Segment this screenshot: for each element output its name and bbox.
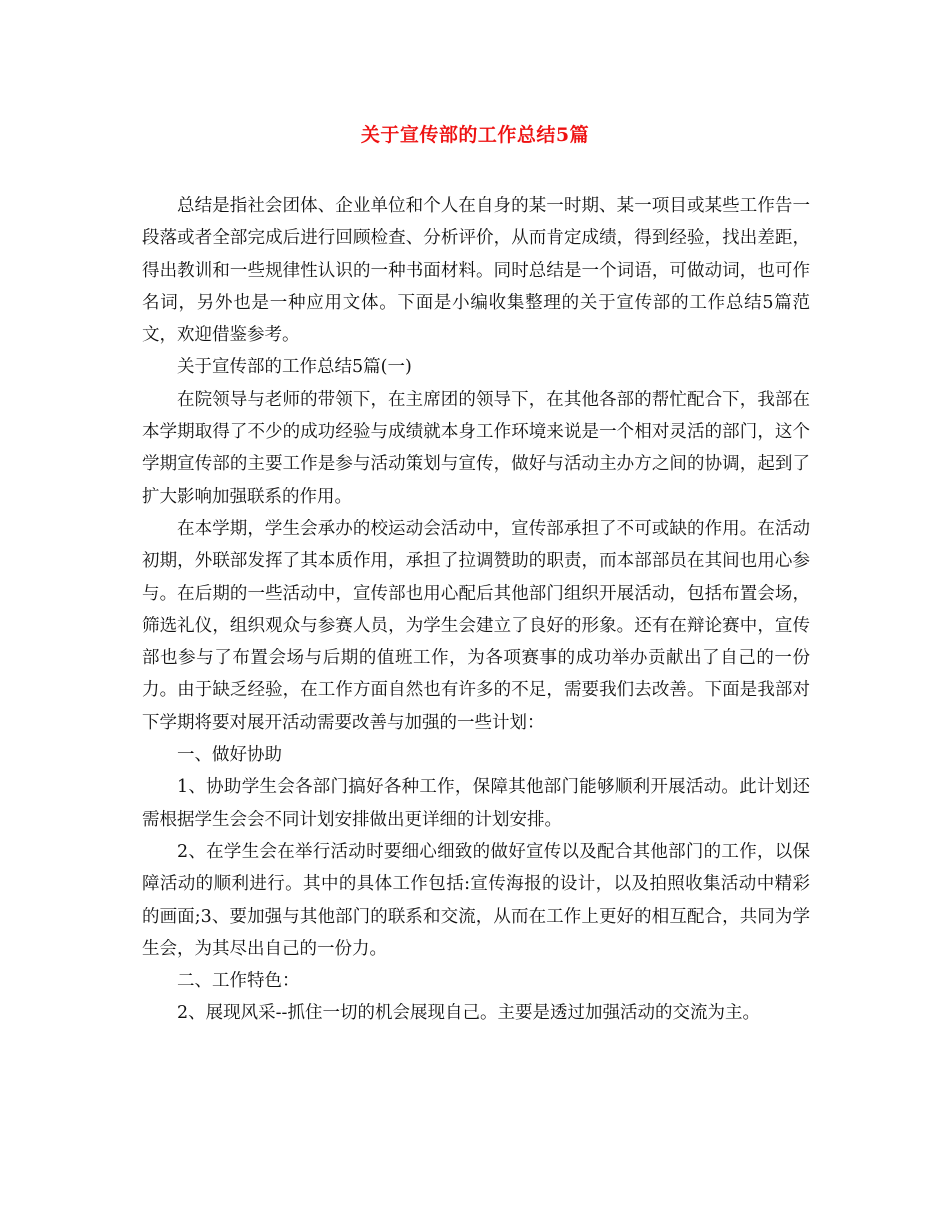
- document-title: 关于宣传部的工作总结5篇: [360, 124, 590, 146]
- list-item: 2、展现风采--抓住一切的机会展现自己。主要是透过加强活动的交流为主。: [177, 1003, 760, 1024]
- section-heading-part-one: 关于宣传部的工作总结5篇(一): [177, 357, 412, 378]
- document-body: [142, 190, 810, 1030]
- section-heading-assist: 一、做好协助: [177, 745, 282, 766]
- body-paragraph: 在本学期，学生会承办的校运动会活动中，宣传部承担了不可或缺的作用。在活动初期，外联部发挥了其本质作用，承担了拉调赞助的职责，而本部部员在其间也用心参与。在后期的一些活动中，宣传部也用心配后其他部门组织开展活动，包括布置会场，筛选礼仪，组织观众与参赛人员，为学生会建立了良好的形象。还有在辩论赛中，宣传部也参与了布置会场与后期的值班工作，为各项赛事的成功举办贡献出了自己的一份力。由于缺乏经验，在工作方面自然也有许多的不足，需要我们去改善。下面是我部对下学期将要对展开活动需要改善与加强的一些计划：: [142, 518, 810, 733]
- section-heading-features: 二、工作特色：: [177, 971, 300, 992]
- intro-paragraph: 总结是指社会团体、企业单位和个人在自身的某一时期、某一项目或某些工作告一段落或者全部完成后进行回顾检查、分析评价，从而肯定成绩，得到经验，找出差距，得出教训和一些规律性认识的一种书面材料。同时总结是一个词语，可做动词，也可作名词，另外也是一种应用文体。下面是小编收集整理的关于宣传部的工作总结5篇范文，欢迎借鉴参考。: [142, 196, 810, 346]
- list-item: 1、协助学生会各部门搞好各种工作，保障其他部门能够顺利开展活动。此计划还需根据学生会会不同计划安排做出更详细的计划安排。: [142, 777, 810, 830]
- body-paragraph: 在院领导与老师的带领下，在主席团的领导下，在其他各部的帮忙配合下，我部在本学期取得了不少的成功经验与成绩就本身工作环境来说是一个相对灵活的部门，这个学期宣传部的主要工作是参与活动策划与宣传，做好与活动主办方之间的协调，起到了扩大影响加强联系的作用。: [142, 389, 810, 507]
- list-item: 2、在学生会在举行活动时要细心细致的做好宣传以及配合其他部门的工作，以保障活动的顺利进行。其中的具体工作包括:宣传海报的设计，以及拍照收集活动中精彩的画面;3、要加强与其他部门的联系和交流，从而在工作上更好的相互配合，共同为学生会，为其尽出自己的一份力。: [142, 841, 810, 959]
